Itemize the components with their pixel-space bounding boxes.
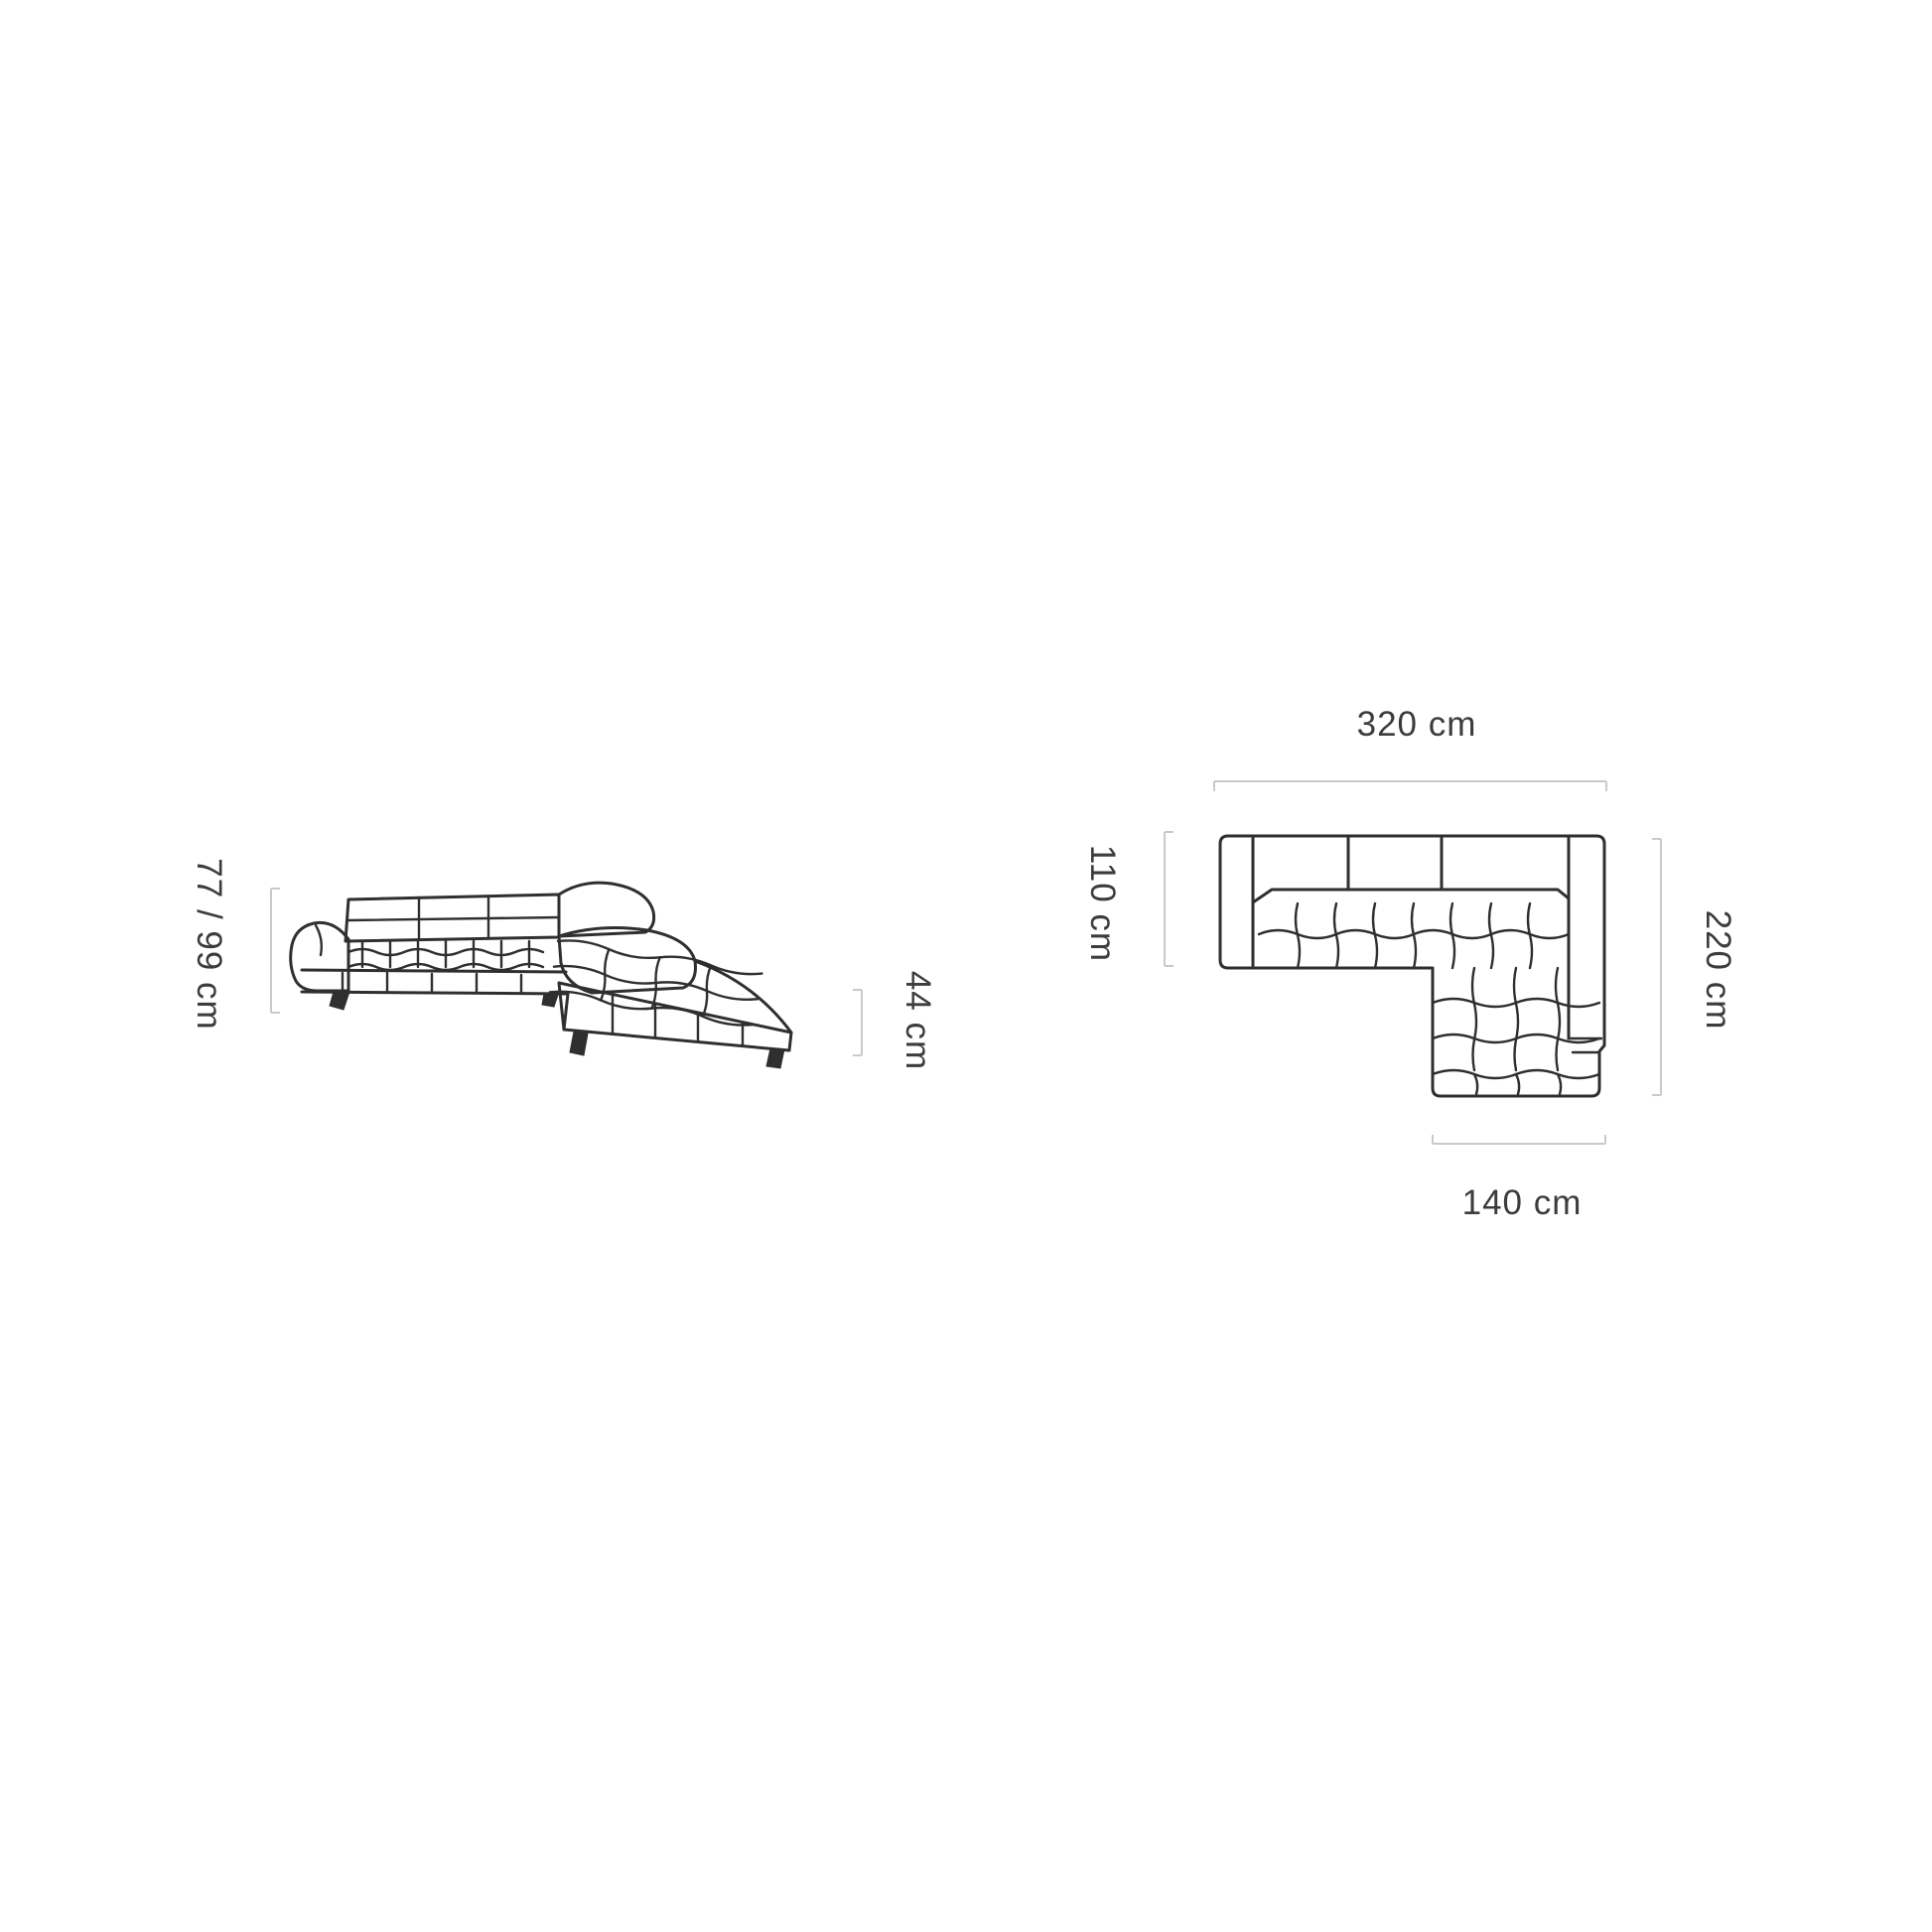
plan-sofa-chaise-grid [1433,968,1599,1094]
side-height-label: 77 / 99 cm [190,858,228,1031]
sofa-side-view-drawing [258,834,973,1092]
plan-total-width-label: 320 cm [1356,705,1477,744]
chaise-width-dimension-line [1433,1135,1605,1144]
total-length-dimension-line [1652,839,1661,1095]
side-seat-height-label: 44 cm [898,970,937,1071]
plan-sofa-seat-grid [1259,903,1569,968]
side-sofa-front-skirt [302,970,568,994]
plan-depth-label: 110 cm [1083,844,1122,963]
side-sofa-left-armrest [291,922,348,991]
sofa-plan-view-drawing [1142,764,1698,1181]
seat-height-dimension-line [853,990,862,1055]
side-sofa-seat-tufting [348,941,543,970]
side-sofa-backrest [345,895,559,941]
sofa-plan-view [993,596,1932,1291]
plan-sofa-armrests [1253,836,1601,1052]
plan-total-length-label: 220 cm [1699,909,1737,1031]
plan-sofa-outline [1220,836,1604,1096]
total-width-dimension-line [1214,781,1606,791]
plan-sofa-backrest [1253,836,1569,902]
height-dimension-line [271,889,280,1013]
sofa-side-view [0,0,993,1112]
side-sofa-corner-armrest [559,883,696,993]
depth-dimension-line [1165,832,1173,966]
side-sofa-legs [330,992,784,1068]
plan-chaise-width-label: 140 cm [1461,1183,1583,1222]
